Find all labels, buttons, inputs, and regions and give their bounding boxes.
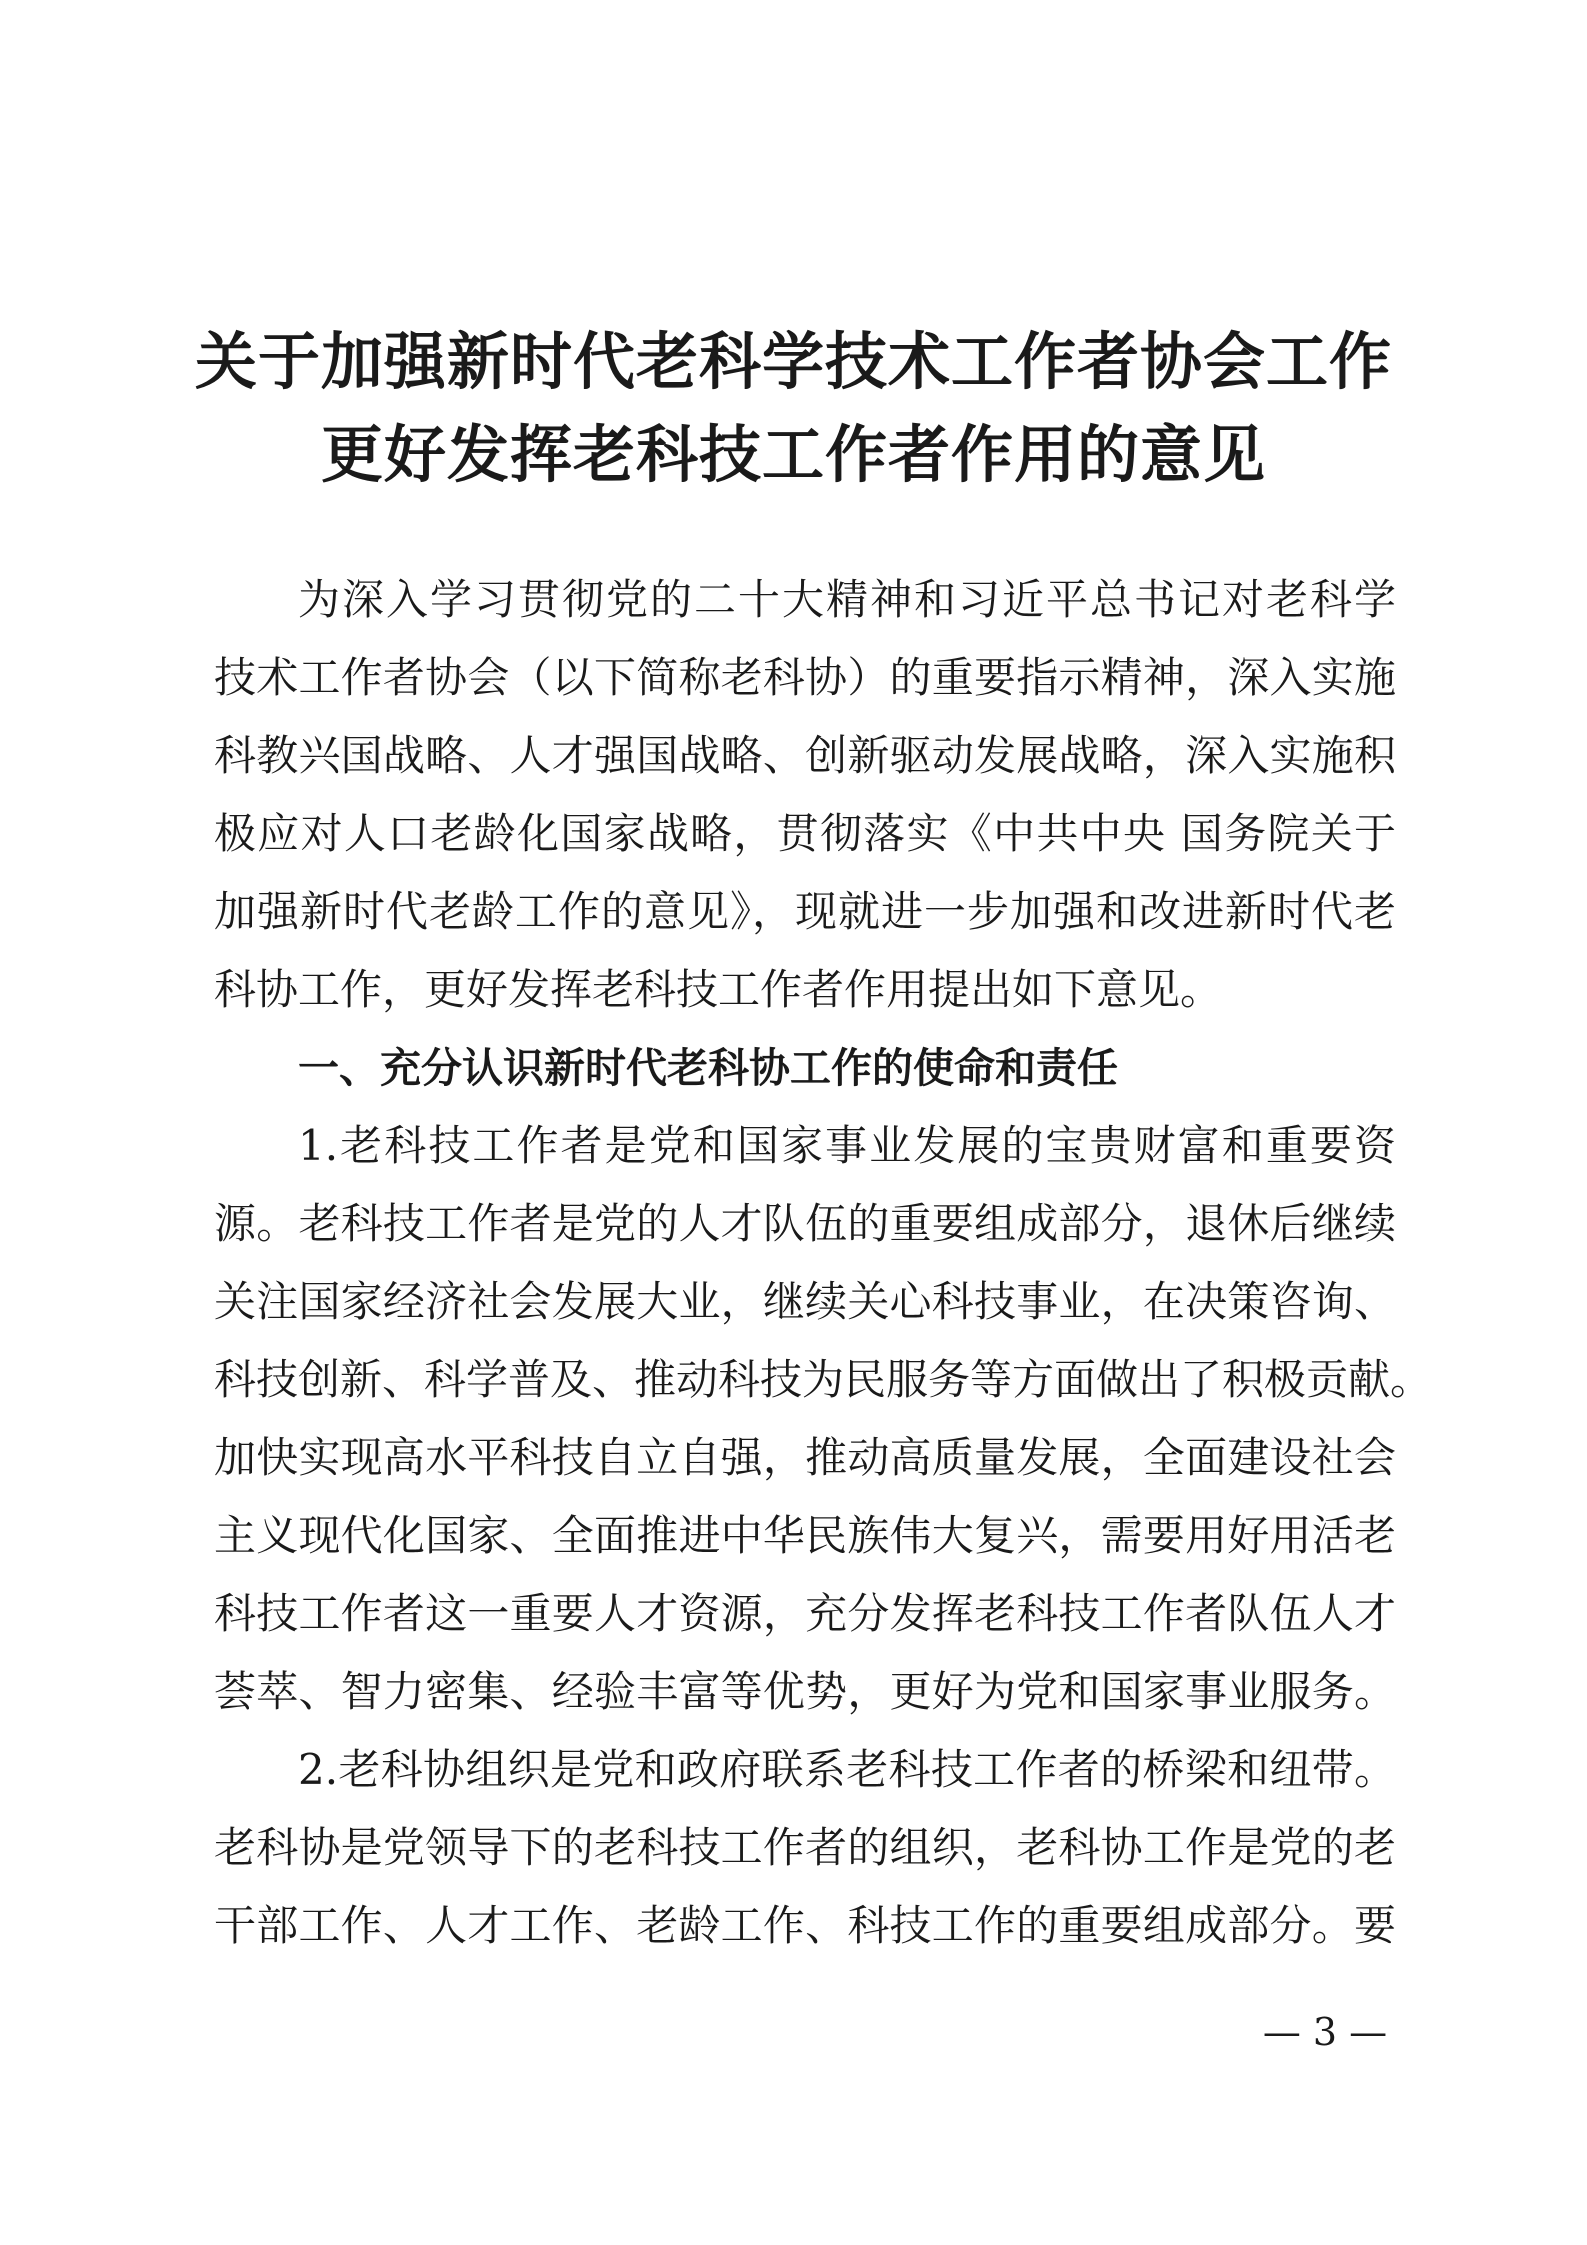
body-line-12: 加快实现高水平科技自立自强，推动高质量发展，全面建设社会 bbox=[214, 1433, 1396, 1482]
body-line-1: 为深入学习贯彻党的二十大精神和习近平总书记对老科学 bbox=[298, 575, 1396, 624]
body-line-17: 老科协是党领导下的老科技工作者的组织，老科协工作是党的老 bbox=[214, 1823, 1396, 1872]
body-line-18: 干部工作、人才工作、老龄工作、科技工作的重要组成部分。要 bbox=[214, 1901, 1396, 1950]
body-line-8: 1.老科技工作者是党和国家事业发展的宝贵财富和重要资 bbox=[298, 1121, 1396, 1170]
body-line-13: 主义现代化国家、全面推进中华民族伟大复兴，需要用好用活老 bbox=[214, 1511, 1396, 1560]
page-number: — 3 — bbox=[1262, 2010, 1388, 2054]
body-line-3: 科教兴国战略、人才强国战略、创新驱动发展战略，深入实施积 bbox=[214, 731, 1396, 780]
document-title-line-1: 关于加强新时代老科学技术工作者协会工作 bbox=[194, 325, 1392, 398]
section-heading: 一、充分认识新时代老科协工作的使命和责任 bbox=[298, 1044, 1118, 1092]
body-line-15: 荟萃、智力密集、经验丰富等优势，更好为党和国家事业服务。 bbox=[214, 1667, 1396, 1716]
body-line-2: 技术工作者协会（以下简称老科协）的重要指示精神，深入实施 bbox=[214, 653, 1396, 702]
body-line-4: 极应对人口老龄化国家战略，贯彻落实《中共中央 国务院关于 bbox=[214, 809, 1396, 858]
body-line-14: 科技工作者这一重要人才资源，充分发挥老科技工作者队伍人才 bbox=[214, 1589, 1396, 1638]
document-title-line-2: 更好发挥老科技工作者作用的意见 bbox=[320, 418, 1266, 491]
body-line-10: 关注国家经济社会发展大业，继续关心科技事业，在决策咨询、 bbox=[214, 1277, 1396, 1326]
body-line-11: 科技创新、科学普及、推动科技为民服务等方面做出了积极贡献。 bbox=[214, 1355, 1433, 1404]
body-line-6: 科协工作，更好发挥老科技工作者作用提出如下意见。 bbox=[214, 965, 1223, 1014]
body-line-9: 源。老科技工作者是党的人才队伍的重要组成部分，退休后继续 bbox=[214, 1199, 1396, 1248]
body-line-16: 2.老科协组织是党和政府联系老科技工作者的桥梁和纽带。 bbox=[298, 1745, 1396, 1794]
body-line-5: 加强新时代老龄工作的意见》，现就进一步加强和改进新时代老 bbox=[214, 887, 1396, 936]
